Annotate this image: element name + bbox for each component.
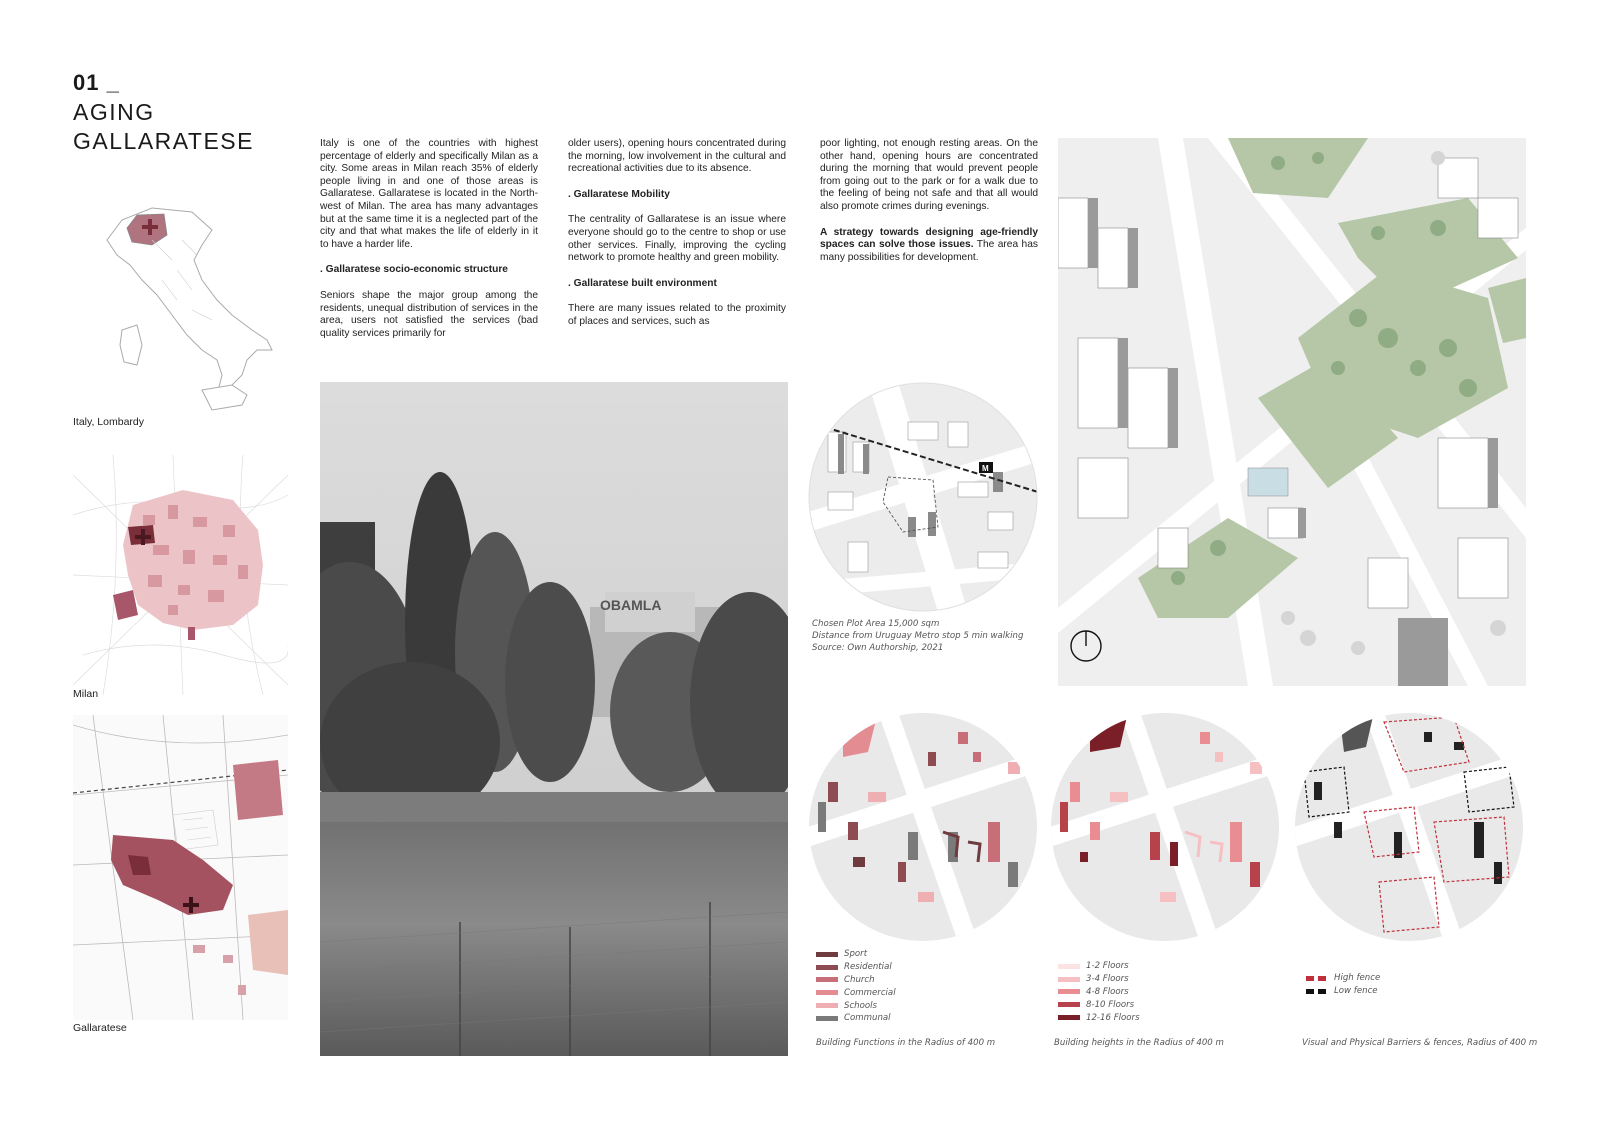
- legend-swatch: [816, 1003, 838, 1008]
- legend-item: [816, 974, 896, 987]
- legend-item: [1306, 972, 1380, 985]
- title-line-2: GALLARATESE: [73, 128, 254, 154]
- mobility-heading: . Gallaratese Mobility: [568, 188, 670, 200]
- barriers-map: [1294, 712, 1524, 942]
- legend-label: Residential: [844, 962, 892, 973]
- legend-swatch: [1058, 1002, 1080, 1007]
- built-environment-heading: . Gallaratese built environment: [568, 277, 717, 289]
- legend-item: [1058, 960, 1140, 973]
- text-column-1: [320, 138, 538, 353]
- gallaratese-map: [73, 715, 288, 1020]
- legend-label: Low fence: [1334, 986, 1378, 997]
- aerial-site-map: [1058, 138, 1526, 686]
- legend-item: [1058, 1011, 1140, 1024]
- legend-swatch: [816, 952, 838, 957]
- section-number: 01 _: [73, 70, 120, 95]
- building-functions-map: [808, 712, 1038, 942]
- legend-label: 8-10 Floors: [1086, 999, 1135, 1010]
- title-line-1: AGING: [73, 99, 155, 125]
- source-note: Source: Own Authorship, 2021: [812, 643, 944, 653]
- intro-paragraph: Italy is one of the countries with highest percentage of elderly and specifically Milan as a city. Some areas in Milan reach 35% of elderly people living in and one of those areas is Gallaratese. Gallaratese is located in the North-west of Milan. The area has many advantages but at the same time it is a neglected part of the city and that what makes the life of elderly in it to have a harder life.: [320, 138, 538, 250]
- milan-caption: Milan: [73, 688, 99, 700]
- text-column-2: [568, 138, 786, 342]
- heights-legend: [1058, 960, 1140, 1024]
- legend-item: [816, 999, 896, 1012]
- italy-caption: Italy, Lombardy: [73, 416, 145, 428]
- legend-swatch: [1306, 989, 1328, 994]
- built-environment-paragraph: There are many issues related to the proximity of places and services, such as: [568, 303, 786, 327]
- legend-label: 1-2 Floors: [1086, 961, 1129, 972]
- legend-item: [816, 948, 896, 961]
- site-photo: [320, 382, 788, 1056]
- functions-legend: [816, 948, 896, 1025]
- milan-map: [73, 455, 288, 695]
- page-title: [73, 98, 254, 156]
- plot-note: [812, 618, 1023, 654]
- strategy-rest-text: The area has many possibilities for development.: [820, 239, 1038, 263]
- legend-swatch: [1306, 976, 1328, 981]
- mobility-paragraph: The centrality of Gallaratese is an issue where everyone should go to the centre to shop or use other services. Finally, improving the cycling network to promote healthy and green mobility.: [568, 214, 786, 264]
- heights-caption: Building heights in the Radius of 400 m: [1054, 1038, 1224, 1048]
- legend-item: [1306, 985, 1380, 998]
- legend-label: Schools: [844, 1000, 878, 1011]
- legend-swatch: [1058, 964, 1080, 969]
- legend-label: Sport: [844, 949, 868, 960]
- legend-swatch: [1058, 989, 1080, 994]
- italy-map: [82, 200, 282, 420]
- legend-label: 4-8 Floors: [1086, 986, 1129, 997]
- barriers-caption: Visual and Physical Barriers & fences, Radius of 400 m: [1302, 1038, 1538, 1048]
- legend-label: 12-16 Floors: [1086, 1012, 1140, 1023]
- building-heights-map: [1050, 712, 1280, 942]
- services-paragraph: older users), opening hours concentrated during the morning, low involvement in the cultural and recreational activities due to its absence.: [568, 138, 786, 175]
- legend-label: Church: [844, 974, 875, 985]
- metro-distance-note: Distance from Uruguay Metro stop 5 min walking: [812, 631, 1024, 641]
- gallaratese-caption: Gallaratese: [73, 1022, 127, 1034]
- metro-marker: M: [982, 464, 989, 473]
- legend-item: [1058, 973, 1140, 986]
- legend-item: [1058, 986, 1140, 999]
- plot-location-map: [808, 382, 1038, 612]
- legend-swatch: [816, 977, 838, 982]
- socio-economic-paragraph: Seniors shape the major group among the residents, unequal distribution of services in the area, users not satisfied the services (bad quality services primarily for: [320, 289, 538, 339]
- legend-item: [1058, 998, 1140, 1011]
- legend-item: [816, 961, 896, 974]
- legend-swatch: [1058, 1015, 1080, 1020]
- barriers-legend: [1306, 972, 1380, 998]
- legend-swatch: [816, 1016, 838, 1021]
- legend-swatch: [816, 990, 838, 995]
- plot-area-note: Chosen Plot Area 15,000 sqm: [812, 619, 940, 629]
- legend-swatch: [1058, 977, 1080, 982]
- issues-paragraph: poor lighting, not enough resting areas. On the other hand, opening hours are concentrated during the morning that would prevent people from going out to the park or for a walk due to the feeling of being not safe and that all would also promote crimes during evenings.: [820, 138, 1038, 212]
- functions-caption: Building Functions in the Radius of 400 m: [816, 1038, 996, 1048]
- strategy-bold-text: A strategy towards designing age-friendly spaces can solve those issues.: [820, 226, 1038, 251]
- legend-label: Communal: [844, 1013, 891, 1024]
- text-column-3: [820, 138, 1038, 277]
- legend-label: 3-4 Floors: [1086, 974, 1129, 985]
- legend-label: Commercial: [844, 987, 896, 998]
- building-sign: OBAMLA: [600, 597, 662, 613]
- socio-economic-heading: . Gallaratese socio-economic structure: [320, 264, 508, 276]
- legend-label: High fence: [1334, 973, 1381, 984]
- legend-item: [816, 1012, 896, 1025]
- strategy-paragraph: [820, 227, 1038, 265]
- legend-swatch: [816, 965, 838, 970]
- legend-item: [816, 986, 896, 999]
